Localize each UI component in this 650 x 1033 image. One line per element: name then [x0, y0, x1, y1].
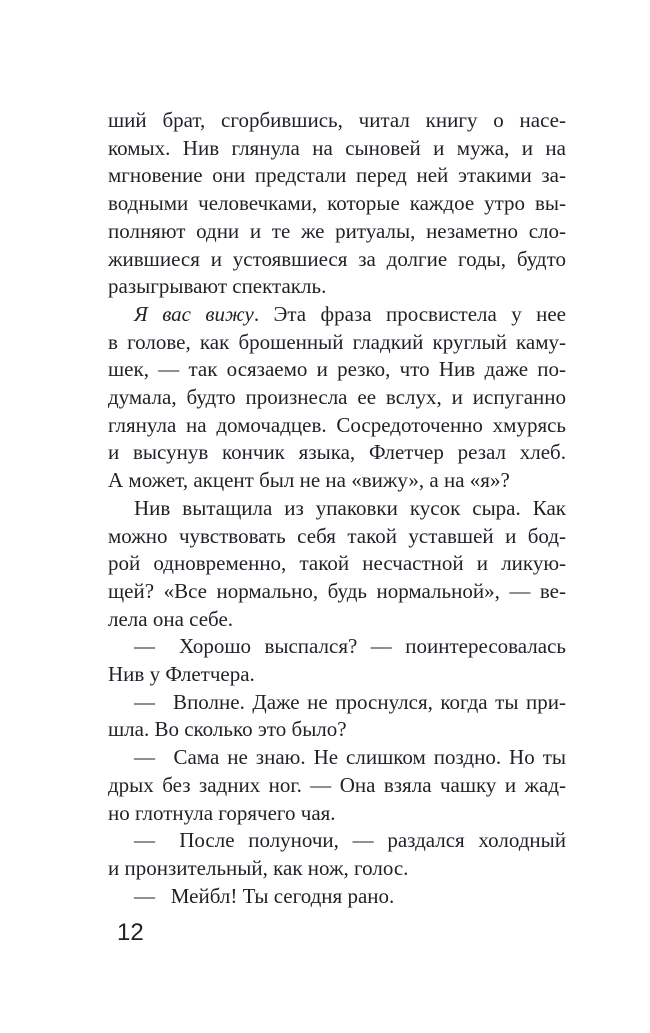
text-line	[108, 744, 566, 772]
text-segment: водными человечками, которые каждое утро вы-	[108, 191, 566, 216]
dialogue-dash: —	[134, 828, 155, 853]
text-segment: шла. Во сколько это было?	[108, 717, 347, 742]
text-segment: можно чувствовать себя такой уставшей и бод-	[108, 523, 566, 548]
paragraph	[108, 107, 566, 301]
page-number: 12	[117, 919, 144, 946]
text-line	[108, 633, 566, 661]
text-line	[108, 384, 566, 412]
text-line	[108, 800, 566, 828]
text-line	[108, 246, 566, 274]
text-segment: ший брат, сгорбившись, читал книгу о насе-	[108, 108, 566, 132]
text-segment: Нив вытащила из упаковки кусок сыра. Как	[134, 495, 566, 520]
paragraph	[108, 827, 566, 882]
dialogue-dash: —	[134, 689, 155, 714]
text-segment: дрых без задних ног. — Она взяла чашку и жад-	[108, 772, 566, 797]
text-line	[108, 356, 566, 384]
text-line	[108, 218, 566, 246]
text-segment: лела она себе.	[108, 606, 234, 631]
paragraph	[108, 689, 566, 744]
paragraph	[108, 301, 566, 495]
text-line	[108, 827, 566, 855]
text-segment: жившиеся и устоявшиеся за долгие годы, будто	[108, 246, 566, 271]
paragraph	[108, 744, 566, 827]
paragraph	[108, 633, 566, 688]
text-line	[108, 190, 566, 218]
text-segment: Мейбл! Ты сегодня рано.	[165, 883, 395, 908]
text-segment: Нив у Флетчера.	[108, 662, 255, 687]
text-segment: . Эта фраза просвистела у нее	[253, 301, 566, 326]
text-line	[108, 495, 566, 523]
paragraph	[108, 883, 566, 911]
text-segment: глянула на домочадцев. Сосредоточенно хмурясь	[108, 412, 566, 437]
italic-phrase: Я вас вижу	[134, 301, 254, 326]
text-segment: и высунув кончик языка, Флетчер резал хлеб.	[108, 440, 566, 465]
text-segment: Хорошо выспался? — поинтересовалась	[165, 634, 566, 659]
text-line	[108, 467, 566, 495]
text-line	[108, 689, 566, 717]
text-line	[108, 883, 566, 911]
text-line	[108, 523, 566, 551]
text-line	[108, 606, 566, 634]
text-line	[108, 550, 566, 578]
text-segment: А может, акцент был не на «вижу», а на «я»?	[108, 468, 510, 493]
text-segment: и пронзительный, как нож, голос.	[108, 855, 409, 880]
text-line	[108, 716, 566, 744]
text-segment: Сама не знаю. Не слишком поздно. Но ты	[165, 745, 566, 770]
dialogue-dash: —	[134, 745, 155, 770]
text-segment: комых. Нив глянула на сыновей и мужа, и на	[108, 135, 566, 160]
text-line	[108, 855, 566, 883]
text-line	[108, 772, 566, 800]
text-segment: думала, будто произнесла ее вслух, и испуганно	[108, 385, 566, 410]
text-segment: разыгрывают спектакль.	[108, 274, 327, 299]
text-line	[108, 329, 566, 357]
text-segment: После полуночи, — раздался холодный	[165, 828, 566, 853]
dialogue-dash: —	[134, 883, 155, 908]
text-segment: щей? «Все нормально, будь нормальной», — ве-	[108, 578, 566, 603]
text-segment: рой одновременно, такой несчастной и ликую-	[108, 551, 566, 576]
text-line	[108, 301, 566, 329]
text-segment: шек, — так осязаемо и резко, что Нив даже по-	[108, 357, 566, 382]
text-segment: Вполне. Даже не проснулся, когда ты при-	[165, 689, 566, 714]
paragraph	[108, 495, 566, 634]
text-line	[108, 439, 566, 467]
text-line	[108, 107, 566, 135]
text-line	[108, 412, 566, 440]
text-segment: мгновение они предстали перед ней этакими за-	[108, 163, 566, 188]
text-line	[108, 661, 566, 689]
text-block	[108, 107, 566, 910]
text-segment: в голове, как брошенный гладкий круглый каму-	[108, 329, 566, 354]
text-line	[108, 578, 566, 606]
text-line	[108, 135, 566, 163]
text-line	[108, 162, 566, 190]
text-segment: но глотнула горячего чая.	[108, 800, 336, 825]
text-segment: полняют одни и те же ритуалы, незаметно сло-	[108, 218, 566, 243]
dialogue-dash: —	[134, 634, 155, 659]
text-line	[108, 273, 566, 301]
